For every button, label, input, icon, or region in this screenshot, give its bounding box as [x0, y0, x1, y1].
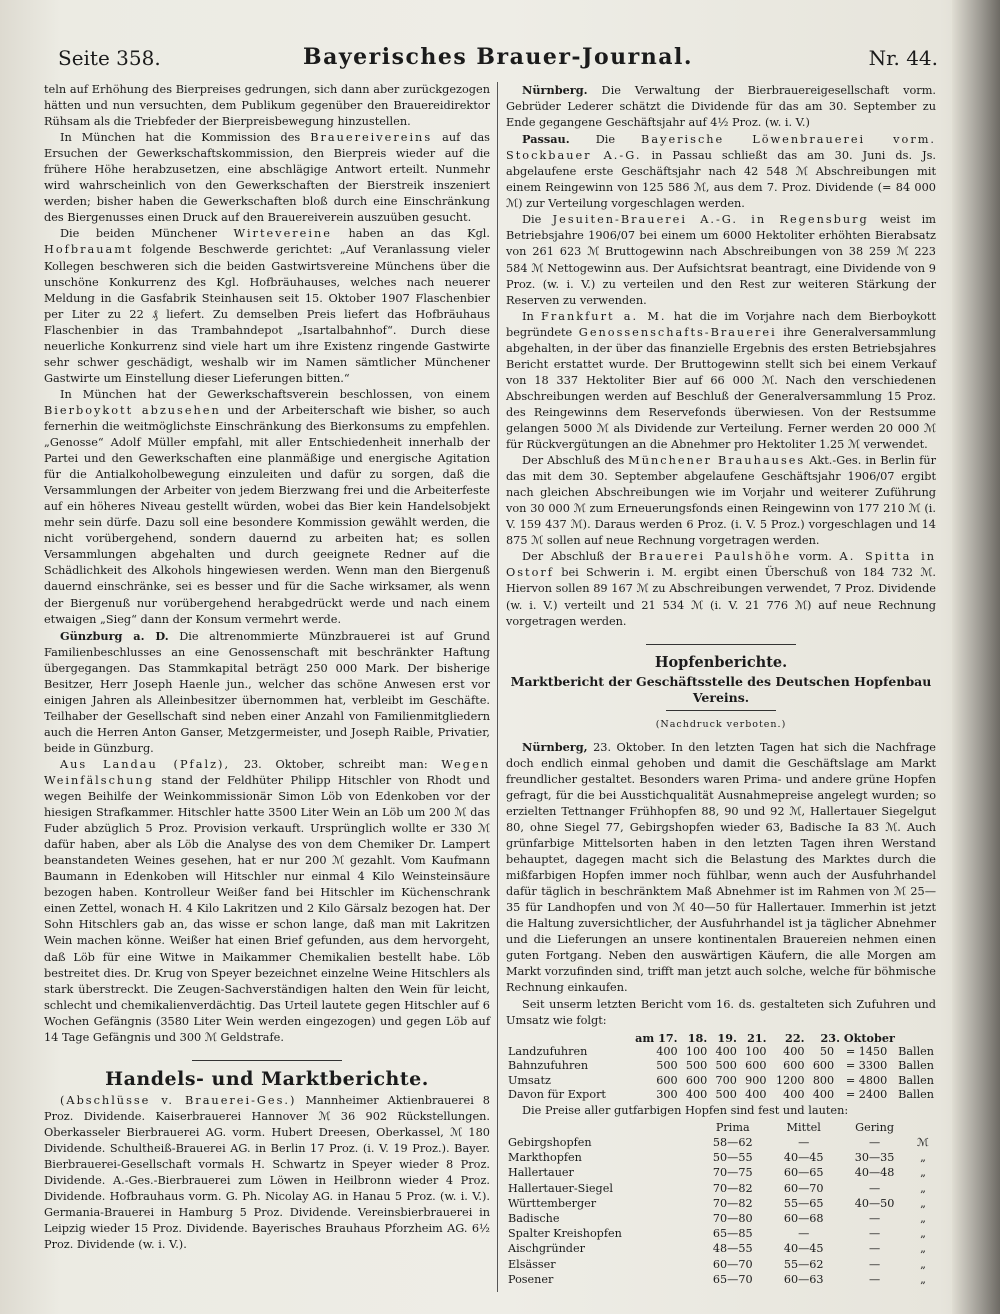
paragraph-paulshoehe	[506, 549, 936, 629]
supply-table-header	[506, 1031, 936, 1045]
reprint-notice: (Nachdruck verboten.)	[655, 718, 787, 730]
price-gering: 40—50	[854, 1196, 895, 1210]
emphasis-text: Jesuiten-Brauerei A.-G. in Regensburg	[552, 213, 869, 227]
table-row	[506, 1196, 936, 1211]
text-run: 23. Oktober. In den letzten Tagen hat sich die Nachfrage doch endlich einmal gehoben und damit die Geschäftslage am Markt freundlicher gestaltet. Besonders waren Prima- und andere grüne Hopfen gefragt, für die bei Ausstichqualität Ausnahmepreise angelegt wurden; so erzielten Tettnanger Frühhopfen 88, 90 und 92 ℳ, Hallertauer Siegelgut 80, ohne Siegel 77, Gebirgshopfen wieder 63, Badische Ia 83 ℳ. Auch grünfarbige Mittelsorten haben in den letzten Tagen ihren Werstand behauptet, dagegen macht sich die Belastung des Marktes durch die mißfarbigen Hopfen immer noch fühlbar, wenn auch der Ausfuhrhandel dafür täglich in beschränktem Maß Abnehmer ist im Rahmen von ℳ 25—35 für Landhopfen und von ℳ 40—50 für Hallertauer. Immerhin ist jetzt die Haltung zuversichtlicher, der Ausfuhrhandel ist ja täglicher Abnehmer und die Lieferungen an unsere kontinentalen Brauereien nehmen einen guten Fortgang. Neben den auswärtigen Käufern, die alle Morgen am Markt vorzufinden sind, trifft man jetzt auch solche, welche für böhmische Rechnung einkaufen.	[506, 740, 936, 995]
table-row	[506, 1181, 936, 1196]
table-row	[506, 1241, 936, 1256]
table-row	[506, 1074, 936, 1089]
table-cell: 600	[656, 1073, 678, 1087]
price-mittel: 60—68	[783, 1212, 824, 1226]
text-run: und der Arbeiterschaft wie bisher, so auch fernerhin die weitmöglichste Einschränkung des Bierkonsums zu empfehlen. „Genosse“ Adolf Müller empfahl, mit aller Entschiedenheit innerhalb der Partei und den Gewerkschaften eine planmäßige und energische Agitation für die Antialkoholbewegung einzuleiten und dafür zu sorgen, daß die Versammlungen der Arbeiter von jedem Bierzwang frei und die Arbeiterfeste auf ein höheres Niveau gestellt würden, wobei das Bier kein Handelsobjekt mehr sein dürfe. Dazu soll eine besondere Kommission gewählt werden, die nicht vorübergehend, sondern dauernd zu arbeiten hat; es sollen Versammlungen abgehalten und durch geeignete Redner auf die Schädlichkeit des Alkohols hingewiesen werden. Wenn man den Biergenuß dauernd einschränke, sei es besser und für die Sache wirksamer, als wenn der Biergenuß nur vorübergehend herabgedrückt werde und nach einem etwaigen „Sieg“ dann der Konsum vermehrt werde.	[44, 403, 490, 626]
table-row	[506, 1257, 936, 1272]
text-run: In München hat der Gewerkschaftsverein beschlossen, von einem	[60, 387, 490, 401]
table-cell: 100	[685, 1044, 708, 1058]
table-total: = 3300	[845, 1059, 888, 1073]
table-cell: 100	[745, 1044, 767, 1058]
price-prima: 70—82	[712, 1181, 753, 1195]
price-unit: ℳ	[917, 1136, 929, 1150]
price-gering: —	[868, 1242, 881, 1256]
table-row	[506, 1226, 936, 1241]
price-gering: —	[868, 1136, 881, 1150]
text-run: Der Abschluß des	[522, 454, 625, 468]
price-gering: —	[868, 1227, 881, 1241]
issue-number: Nr. 44.	[868, 46, 938, 70]
row-label: Württemberger	[508, 1196, 597, 1210]
price-prima: 48—55	[712, 1242, 753, 1256]
table-row	[506, 1045, 936, 1060]
table-row	[506, 1135, 936, 1150]
row-label: Umsatz	[508, 1073, 551, 1087]
emphasis-text: Brauereivereins	[310, 131, 433, 145]
text-run: bei Schwerin i. M. ergibt einen Überschuß von 184 732 ℳ. Hiervon sollen 89 167 ℳ zu Abschreibungen verwendet, 7 Proz. Dividende (w. i. V.) verteilt und 21 534 ℳ (i. V. 21 776 ℳ) auf neue Rechnung vorgetragen werden.	[506, 566, 937, 628]
text-run: Mannheimer Aktienbrauerei 8 Proz. Dividende. Kaiserbrauerei Hannover ℳ 36 902 Rückstellungen. Oberkasseler Bierbrauerei AG. vorm. Hubert Dreesen, Oberkassel, ℳ 180 Dividende. Schultheiß-Brauerei AG. in Berlin 17 Proz. (i. V. 19 Proz.). Bayer. Bierbrauerei-Gesellschaft vormals H. Schwartz in Speyer wieder 8 Proz. Dividende. A.-Ges.-Bierbrauerei zum Löwen in Heilbronn wieder 4 Proz. Dividende. Hofbrauhaus vorm. G. Ph. Nicolay AG. in Hanau 5 Proz. (w. i. V.). Germania-Brauerei in Hamburg 5 Proz. Dividende. Vereinsbierbrauerei in Leipzig wieder 15 Proz. Dividende. Bayerisches Brauhaus Pforzheim AG. 6½ Proz. Dividende (w. i. V.).	[44, 1093, 490, 1252]
price-prima: 60—70	[712, 1257, 753, 1271]
row-label: Badische	[508, 1212, 560, 1226]
price-header-cell: Mittel	[786, 1121, 821, 1135]
text-run: auf das Ersuchen der Gewerkschaftskommission, den Bierpreis wieder auf die frühere Höhe herabzusetzen, eine abschlägige Antwort erteilt. Nunmehr wird wahrscheinlich von den Gewerkschaften der Bierstreik inszeniert werden; bisher haben die Gewerkschaften bloß durch eine Einschränkung des Biergenusses einen Druck auf den Brauereiverein auszuüben gesucht.	[44, 131, 490, 225]
text-run: folgende Beschwerde gerichtet: „Auf Veranlassung vieler Kollegen beschweren sich die beiden Gastwirtsvereine Münchens über die unschöne Konkurrenz des Kgl. Hofbräuhauses, welches nach neuerer Meldung in die Gasfabrik Steinhausen seit 15. Oktober 1907 Flaschenbier per Liter zu 22 ₰ liefert. Zu demselben Preis liefert das Hofbräuhaus Flaschenbier in das Trambahndepot „Isartalbahnhof“. Durch diese neuerliche Konkurrenz sind viele hart um ihre Existenz ringende Gastwirte sehr schwer geschädigt, weshalb wir im Namen sämtlicher Münchener Gastwirte um Einstellung dieser Lieferungen bitten.“	[44, 243, 490, 385]
price-table	[506, 1121, 936, 1287]
price-unit: „	[920, 1272, 926, 1286]
place-heading: Günzburg a. D.	[60, 628, 169, 643]
price-unit: „	[920, 1257, 926, 1271]
section-heading-hopfenberichte: Hopfenberichte.	[654, 653, 788, 671]
emphasis-text: (Abschlüsse v. Brauerei-Ges.)	[60, 1093, 297, 1107]
paragraph-zufuhren-intro	[506, 997, 936, 1029]
price-header-cell: Prima	[715, 1121, 750, 1135]
paragraph-passau	[506, 131, 936, 212]
table-cell: 800	[812, 1073, 835, 1087]
row-label: Gebirgshopfen	[508, 1136, 592, 1150]
table-cell: 400	[656, 1044, 678, 1058]
price-mittel: 60—65	[783, 1166, 824, 1180]
text-run: In München hat die Kommission des	[60, 131, 301, 145]
place-heading: Nürnberg.	[522, 83, 588, 97]
table-cell: 400	[783, 1088, 805, 1102]
paragraph-preise-intro	[506, 1103, 936, 1119]
price-prima: 70—80	[712, 1212, 753, 1226]
paragraph-guenzburg	[44, 628, 490, 757]
table-total: = 4800	[845, 1073, 888, 1087]
emphasis-text: Brauerei Paulshöhe	[638, 550, 792, 564]
text-run: weist im Betriebsjahre 1906/07 bei einem um 6000 Hektoliter erhöhten Bierabsatz von 261 623 ℳ Bruttogewinn nach Abschreibungen von 38 259 ℳ 223 584 ℳ Nettogewinn aus. Der Aufsichtsrat beantragt, eine Dividende von 9 Proz. (w. i. V.) zu verteilen und den Rest zur weiteren Stärkung der Reserven zu verwenden.	[506, 213, 936, 307]
table-unit: Ballen	[898, 1044, 934, 1058]
supply-header-cell: 23. Oktober	[820, 1030, 895, 1045]
table-cell: 400	[783, 1044, 805, 1058]
text-run: Die beiden Münchener	[60, 227, 217, 241]
section-rule	[646, 644, 796, 645]
price-prima: 70—75	[712, 1166, 753, 1180]
table-cell: 300	[656, 1088, 678, 1102]
text-run: Die Preise aller gutfarbigen Hopfen sind fest und lauten:	[522, 1104, 849, 1117]
right-column	[506, 82, 936, 1287]
paragraph-bierboykott	[44, 387, 490, 628]
table-row	[506, 1059, 936, 1074]
row-label: Spalter Kreishopfen	[508, 1227, 622, 1241]
paragraph-jesuiten-brauerei	[506, 212, 936, 308]
price-mittel: 40—45	[783, 1242, 824, 1256]
table-row	[506, 1165, 936, 1180]
row-label: Aischgründer	[508, 1242, 585, 1256]
table-cell: 500	[656, 1059, 678, 1073]
page-number: Seite 358.	[58, 46, 161, 70]
price-mittel: 55—65	[783, 1196, 824, 1210]
table-row	[506, 1272, 936, 1287]
price-table-body	[506, 1135, 936, 1287]
price-mittel: —	[798, 1136, 810, 1150]
price-prima: 65—70	[712, 1272, 753, 1286]
table-cell: 500	[685, 1059, 708, 1073]
section-rule	[192, 1060, 342, 1061]
supply-header-cell: 18.	[687, 1030, 708, 1045]
price-gering: —	[868, 1181, 881, 1195]
emphasis-text: Bayerische Löwenbrauerei vorm. Stockbauer A.-G.	[506, 133, 937, 163]
price-mittel: 60—63	[783, 1272, 824, 1286]
paragraph-hopfen-nuernberg	[506, 739, 936, 997]
price-mittel: 60—70	[783, 1181, 824, 1195]
price-unit: „	[920, 1151, 926, 1165]
table-cell: 600	[812, 1059, 835, 1073]
text-run: Akt.-Ges. in Berlin für das mit dem 30. September abgelaufene Geschäftsjahr 1906/07 ergibt nach gleichen Abschreibungen wie im Vorjahr und weiterer Zuführung von 30 000 ℳ zum Erneuerungsfonds einen Reingewinn von 177 210 ℳ (i. V. 159 437 ℳ). Daraus werden 6 Proz. (i. V. 5 Proz.) vorgeschlagen und 14 875 ℳ sollen auf neue Rechnung vorgetragen werden.	[506, 454, 937, 548]
section-subheading-marktbericht: Marktbericht der Geschäftsstelle des Deutschen Hopfenbau Vereins.	[510, 673, 932, 705]
place-heading: Nürnberg,	[522, 739, 588, 754]
table-total: = 2400	[845, 1088, 888, 1102]
emphasis-text: Bierboykott abzusehen	[44, 403, 221, 417]
text-run: Die	[522, 213, 542, 227]
price-table-header	[506, 1121, 936, 1135]
table-cell: 700	[715, 1073, 737, 1087]
price-unit: „	[920, 1242, 926, 1256]
row-label: Elsässer	[508, 1257, 556, 1271]
table-cell: 400	[745, 1088, 767, 1102]
price-unit: „	[920, 1227, 926, 1241]
text-run: in Passau schließt das am 30. Juni ds. Js. abgelaufene erste Geschäftsjahr nach 42 548 ℳ Abschreibungen mit einem Reingewinn von 125 586 ℳ, aus dem 7. Proz. Dividende (= 84 000 ℳ) zur Verteilung vorgeschlagen werden.	[506, 149, 937, 211]
row-label: Hallertauer	[508, 1166, 574, 1180]
left-column	[44, 82, 490, 1253]
price-prima: 50—55	[712, 1151, 753, 1165]
paragraph-muenchener-brauhaus	[506, 453, 936, 549]
table-cell: 400	[685, 1088, 708, 1102]
emphasis-text: Wegen Weinfälschung	[44, 757, 490, 788]
table-cell: 600	[745, 1059, 767, 1073]
price-mittel: 55—62	[783, 1257, 824, 1271]
text-run: 23. Oktober, schreibt man:	[243, 757, 428, 771]
table-cell: 600	[783, 1059, 805, 1073]
emphasis-text: Wirtevereine	[233, 227, 332, 241]
row-label: Landzufuhren	[508, 1044, 588, 1058]
table-cell: 500	[715, 1088, 737, 1102]
price-mittel: 40—45	[783, 1151, 824, 1165]
text-run: stand der Feldhüter Philipp Hitschler von Rhodt und wegen Beihilfe der Weinkommissionär Simon Löb von Edenkoben vor der hiesigen Strafkammer. Hitschler hatte 3500 Liter Wein an Löb um 200 ℳ das Fuder abzüglich 5 Proz. Provision verkauft. Ursprünglich wollte er 330 ℳ dafür haben, aber als Löb die Analyse des von dem Chemiker Dr. Lampert beanstandeten Weines gesehen, hat er nur 200 ℳ gezahlt. Vom Kaufmann Baumann in Edenkoben will Hitschler nur einmal 4 Kilo Weinsteinsäure bezogen haben. Kontrolleur Weißer fand bei Hitschler im Küchenschrank einen Zettel, wonach H. 4 Kilo Lakritzen und 2 Kilo Gärsalz bezogen hat. Der Sohn Hitschlers gab an, das wisse er schon lange, daß man mit Lakritzen Wein machen könne. Weißer hat einen Brief gefunden, aus dem hervorgeht, daß Löb für eine Witwe in Maikammer Chemikalien bestellt habe. Löb bestreitet dies. Dr. Krug von Speyer bezeichnet einzelne Weine Hitschlers als stark überstreckt. Die Zeugen-Sachverständigen halten den Wein für leicht, schlecht und chemikalienverdächtig. Das Urteil lautete gegen Hitschler auf 6 Wochen Gefängnis (3580 Liter Wein werden eingezogen) und gegen Löb auf 14 Tage Gefängnis und 300 ℳ Geldstrafe.	[44, 774, 491, 1044]
price-header-cell: Gering	[855, 1121, 894, 1135]
text-run: Seit unserm letzten Bericht vom 16. ds. gestalteten sich Zufuhren und Umsatz wie folgt:	[506, 997, 936, 1027]
table-row	[506, 1088, 936, 1103]
price-unit: „	[920, 1212, 926, 1226]
table-unit: Ballen	[898, 1088, 934, 1102]
table-cell: 500	[715, 1059, 737, 1073]
row-label: Markthopfen	[508, 1151, 582, 1165]
table-cell: 1200	[776, 1073, 805, 1087]
price-unit: „	[920, 1166, 926, 1180]
table-cell: 400	[715, 1044, 737, 1058]
table-cell: 50	[819, 1044, 835, 1058]
table-cell: 400	[812, 1088, 835, 1102]
subheading-rule	[666, 710, 776, 711]
emphasis-text: Aus Landau (Pfalz),	[60, 757, 231, 771]
price-header-blank	[910, 1121, 936, 1135]
price-prima: 70—82	[712, 1196, 753, 1210]
text-run: hat die im Vorjahre nach dem Bierboykott begründete	[506, 309, 936, 339]
paragraph-landau	[44, 757, 490, 1046]
text-run: vorm.	[798, 550, 832, 564]
supply-table	[506, 1031, 936, 1103]
price-mittel: —	[798, 1227, 810, 1241]
row-label: Hallertauer-Siegel	[508, 1181, 613, 1195]
text-run: Die	[595, 133, 616, 147]
emphasis-text: Genossenschafts-Brauerei	[578, 325, 777, 339]
text-run: In	[522, 309, 534, 323]
emphasis-text: Frankfurt a. M.	[541, 309, 667, 323]
emphasis-text: Hofbrauamt	[44, 243, 134, 257]
text-run: ihre Generalversammlung abgehalten, in der über das finanzielle Ergebnis des ersten Betriebsjahres Bericht erstattet wurde. Der Bruttogewinn stellt sich bei einem Verkauf von 18 337 Hektoliter Bier auf 66 000 ℳ. Nach den verschiedenen Abschreibungen werden auf Beschluß der Generalversammlung 15 Proz. des Reingewinns dem Reservefonds überwiesen. Von der Restsumme gelangen 5000 ℳ als Dividende zur Verteilung. Ferner werden 20 000 ℳ für Rückvergütungen an die Abnehmer pro Hektoliter 1.25 ℳ verwendet.	[506, 325, 937, 452]
page-header	[58, 44, 938, 74]
row-label: Posener	[508, 1272, 554, 1286]
row-label: Bahnzufuhren	[508, 1059, 589, 1073]
table-row	[506, 1211, 936, 1226]
price-prima: 58—62	[712, 1136, 753, 1150]
supply-header-cell: 22.	[785, 1030, 805, 1045]
text-run: haben an das Kgl.	[348, 227, 491, 241]
table-unit: Ballen	[898, 1073, 934, 1087]
price-header-blank	[506, 1121, 697, 1135]
supply-header-cell: 19.	[717, 1030, 737, 1045]
price-gering: —	[868, 1272, 881, 1286]
paragraph-frankfurt	[506, 309, 936, 453]
text-run: Die Verwaltung der Bierbrauereigesellschaft vorm. Gebrüder Lederer schätzt die Dividende für das am 30. September zu Ende gegangene Geschäftsjahr auf 4½ Proz. (w. i. V.)	[506, 84, 937, 130]
page-edge-shadow	[952, 0, 1000, 1314]
table-total: = 1450	[845, 1044, 888, 1058]
price-gering: —	[868, 1212, 881, 1226]
paragraph-nuernberg-lederer	[506, 82, 936, 131]
price-gering: —	[868, 1257, 881, 1271]
row-label: Davon für Export	[508, 1088, 606, 1102]
section-heading-handelsberichte: Handels- und Marktberichte.	[105, 1067, 429, 1090]
price-unit: „	[920, 1181, 926, 1195]
paragraph-abschluesse	[44, 1093, 490, 1253]
journal-title: Bayerisches Brauer-Journal.	[303, 44, 693, 70]
table-row	[506, 1150, 936, 1165]
price-prima: 65—85	[712, 1227, 753, 1241]
emphasis-text: A. Spitta in Ostorf	[506, 550, 937, 580]
place-heading: Passau.	[522, 132, 570, 147]
supply-header-cell: 21.	[747, 1030, 767, 1045]
supply-header-blank	[506, 1031, 625, 1045]
emphasis-text: Münchener Brauhauses	[628, 454, 806, 468]
price-gering: 40—48	[854, 1166, 895, 1180]
text-run: Die altrenommierte Münzbrauerei ist auf Grund Familienbeschlusses an eine Genossenschaft mit beschränkter Haftung übergegangen. Das Stammkapital beträgt 250 000 Mark. Der bisherige Besitzer, Herr Joseph Haenle jun., welcher das schöne Anwesen erst vor einigen Jahren als Alleinbesitzer übernommen hat, verbleibt im Geschäfte. Teilhaber der Gesellschaft sind neben einer Anzahl von Familienmitgliedern auch die Herren Anton Ganser, Metzgermeister, und Joseph Raible, Privatier, beide in Günzburg.	[44, 629, 490, 755]
paragraph-wirtevereine	[44, 226, 490, 386]
table-cell: 600	[685, 1073, 708, 1087]
column-divider	[497, 82, 498, 1292]
price-unit: „	[920, 1196, 926, 1210]
text-run: Der Abschluß der	[522, 550, 632, 564]
paragraph-continuation: teln auf Erhöhung des Bierpreises gedrungen, sich dann aber zurückgezogen hätten und nun versuchten, dem Publikum gegenüber den Brauereidirektor Rühsam als die Triebfeder der Bierpreisbewegung hinzustellen.	[44, 83, 490, 129]
paragraph-muenchen-brauereiverein	[44, 130, 490, 226]
price-gering: 30—35	[854, 1151, 895, 1165]
table-unit: Ballen	[898, 1059, 934, 1073]
table-cell: 900	[745, 1073, 767, 1087]
supply-header-cell: am 17.	[635, 1030, 678, 1045]
